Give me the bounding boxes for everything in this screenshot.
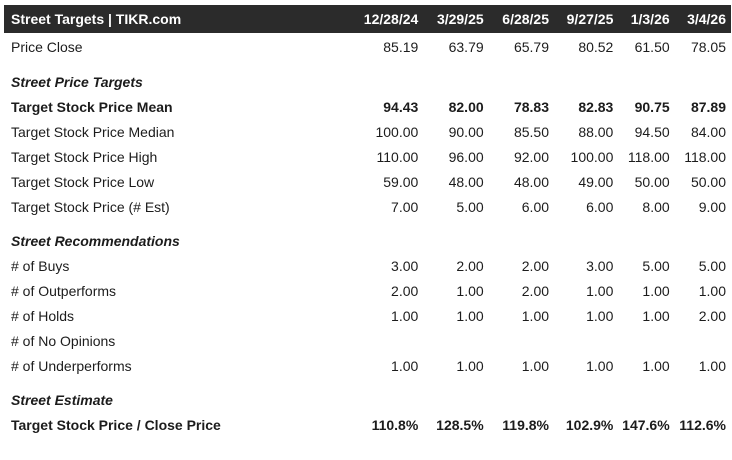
row-label: Target Stock Price Mean (11, 98, 173, 115)
table-row-target-est-count (4, 194, 731, 219)
section-header-street-estimate (4, 388, 731, 412)
cell-value: 5.00 (456, 198, 484, 215)
cell-value: 1.00 (586, 307, 614, 324)
date-column-header[interactable]: 12/28/24 (363, 11, 419, 27)
cell-value: 85.19 (383, 38, 419, 55)
cell-value: 2.00 (521, 282, 550, 299)
cell-value: 118.00 (684, 148, 726, 165)
cell-value: 5.00 (642, 257, 670, 274)
cell-value: 100.00 (570, 148, 614, 165)
cell-value (554, 328, 618, 353)
cell-value: 1.00 (642, 307, 670, 324)
cell-value: 78.83 (513, 98, 550, 115)
cell-value: 110.00 (376, 148, 419, 165)
cell-value: 1.00 (586, 282, 614, 299)
cell-value: 3.00 (391, 257, 419, 274)
row-label: # of Underperforms (11, 357, 132, 374)
section-header-street-recommendations (4, 229, 731, 253)
cell-value: 90.00 (448, 123, 484, 140)
cell-value: 50.00 (634, 173, 670, 190)
table-row-price-close (4, 33, 731, 60)
table-row-buys (4, 253, 731, 278)
row-spacer (4, 219, 731, 229)
cell-value: 147.6% (622, 416, 670, 433)
cell-value: 65.79 (513, 38, 550, 55)
section-label: Street Estimate (11, 392, 113, 408)
cell-value: 90.75 (634, 98, 670, 115)
row-label: Target Stock Price Low (11, 173, 155, 190)
cell-value: 88.00 (578, 123, 614, 140)
cell-value: 84.00 (690, 123, 726, 140)
table-row-target-close-ratio (4, 412, 731, 437)
cell-value: 2.00 (521, 257, 550, 274)
cell-value: 48.00 (513, 173, 550, 190)
table-row-target-mean (4, 94, 731, 119)
cell-value: 1.00 (521, 307, 550, 324)
cell-value: 94.50 (634, 123, 670, 140)
cell-value: 61.50 (634, 38, 670, 55)
table-row-target-low (4, 169, 731, 194)
cell-value: 1.00 (391, 307, 419, 324)
cell-value: 1.00 (456, 307, 484, 324)
date-column-header[interactable]: 6/28/25 (502, 11, 550, 27)
cell-value: 6.00 (521, 198, 550, 215)
date-column-header[interactable]: 3/4/26 (687, 11, 726, 27)
cell-value: 128.5% (436, 416, 484, 433)
table-row-underperforms (4, 353, 731, 378)
cell-value: 48.00 (448, 173, 484, 190)
cell-value: 1.00 (391, 357, 419, 374)
row-label: Target Stock Price High (11, 148, 158, 165)
row-label: Target Stock Price / Close Price (11, 416, 221, 433)
cell-value: 2.00 (456, 257, 484, 274)
cell-value: 92.00 (513, 148, 550, 165)
cell-value: 7.00 (391, 198, 419, 215)
cell-value: 82.83 (578, 98, 614, 115)
cell-value: 1.00 (456, 357, 484, 374)
cell-value: 1.00 (698, 282, 726, 299)
cell-value: 2.00 (698, 307, 726, 324)
cell-value: 100.00 (375, 123, 419, 140)
street-targets-table (4, 5, 731, 437)
cell-value (351, 328, 423, 353)
date-column-header[interactable]: 3/29/25 (436, 11, 484, 27)
cell-value: 118.00 (627, 148, 670, 165)
section-label: Street Price Targets (11, 74, 143, 90)
cell-value: 1.00 (698, 357, 726, 374)
cell-value: 5.00 (698, 257, 726, 274)
cell-value: 87.89 (690, 98, 726, 115)
cell-value: 1.00 (586, 357, 614, 374)
section-label: Street Recommendations (11, 233, 180, 249)
cell-value: 119.8% (502, 416, 550, 433)
cell-value: 82.00 (448, 98, 484, 115)
cell-value: 49.00 (578, 173, 614, 190)
cell-value: 9.00 (698, 198, 726, 215)
row-label: # of Holds (11, 307, 75, 324)
cell-value (675, 328, 731, 353)
cell-value: 102.9% (565, 416, 614, 433)
table-row-outperforms (4, 278, 731, 303)
section-header-street-price-targets (4, 70, 731, 94)
row-label: # of Outperforms (11, 282, 117, 299)
cell-value: 63.79 (448, 38, 484, 55)
cell-value: 96.00 (448, 148, 484, 165)
cell-value: 110.8% (371, 416, 419, 433)
cell-value (618, 328, 674, 353)
row-spacer (4, 378, 731, 388)
cell-value: 112.6% (679, 416, 726, 433)
cell-value: 1.00 (456, 282, 484, 299)
cell-value: 1.00 (521, 357, 550, 374)
row-spacer (4, 60, 731, 70)
table-row-target-high (4, 144, 731, 169)
row-label: Price Close (11, 38, 83, 55)
cell-value: 80.52 (578, 38, 614, 55)
cell-value: 8.00 (642, 198, 670, 215)
cell-value: 94.43 (383, 98, 419, 115)
table-header-row (4, 5, 731, 33)
table-row-no-opinions (4, 328, 731, 353)
table-title: Street Targets | TIKR.com (11, 11, 182, 27)
cell-value: 78.05 (690, 38, 726, 55)
cell-value: 6.00 (586, 198, 614, 215)
table-row-target-median (4, 119, 731, 144)
date-column-header[interactable]: 9/27/25 (566, 11, 614, 27)
cell-value (423, 328, 488, 353)
cell-value: 50.00 (690, 173, 726, 190)
cell-value: 59.00 (383, 173, 419, 190)
row-label: Target Stock Price (# Est) (11, 198, 170, 215)
row-label: Target Stock Price Median (11, 123, 175, 140)
row-label: # of Buys (11, 257, 70, 274)
row-label: # of No Opinions (11, 332, 116, 349)
cell-value: 2.00 (391, 282, 419, 299)
cell-value (489, 328, 554, 353)
cell-value: 85.50 (513, 123, 550, 140)
date-column-header[interactable]: 1/3/26 (630, 11, 670, 27)
cell-value: 1.00 (642, 282, 670, 299)
cell-value: 1.00 (642, 357, 670, 374)
table-row-holds (4, 303, 731, 328)
cell-value: 3.00 (586, 257, 614, 274)
